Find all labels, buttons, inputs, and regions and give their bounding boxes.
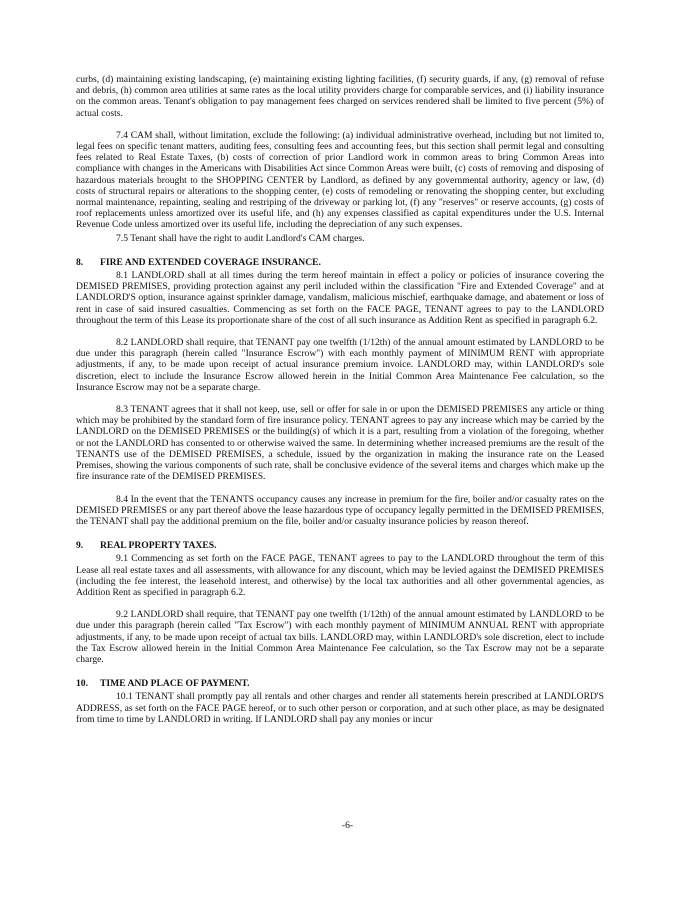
- paragraph-8-4: 8.4 In the event that the TENANTS occupancy causes any increase in premium for the fire, boiler and/or casualty rates on the DEMISED PREMISES or any part thereof above the lease hazardous type of occupancy legally permitted in the DEMISED PREMISES, the TENANT shall pay the additional premium on the file, boiler and/or casualty insurance policies by reason thereof.: [76, 493, 604, 527]
- paragraph-8-3: 8.3 TENANT agrees that it shall not keep, use, sell or offer for sale in or upon the DEMISED PREMISES any article or thing which may be prohibited by the standard form of fire insurance policy. TENANT agrees to pay any increase which may be carried by the LANDLORD on the DEMISED PREMISES or the building(s) of which it is a part, resulting from a violation of the foregoing, whether or not the LANDLORD has consented to or otherwise waived the same. In determining whether increased premiums are the result of the TENANTS use of the DEMISED PREMISES, a schedule, issued by the organization in making the insurance rate on the Leased Premises, showing the various components of such rate, shall be conclusive evidence of the several items and charges which make up the fire insurance rate of the DEMISED PREMISES.: [76, 404, 604, 483]
- section-8-heading: [76, 257, 604, 268]
- paragraph-7-4: 7.4 CAM shall, without limitation, exclude the following: (a) individual administrative overhead, including but not limited to, legal fees on specific tenant matters, auditing fees, consulting fees and accounting fees, but this section shall permit legal and consulting fees related to Real Estate Taxes, (b) costs of correction of prior Landlord work in common areas to bring Common Areas into compliance with changes in the Americans with Disabilities Act since Common Areas were built, (c) costs of removing and disposing of hazardous materials brought to the SHOPPING CENTER by Landlord, as defined by any governmental authority, agency or law, (d) costs of structural repairs or alterations to the shopping center, (e) costs of remodeling or renovating the shopping center, but excluding normal maintenance, repainting, sealing and restriping of the driveway or parking lot, (f) any "reserves" or reserve accounts, (g) costs of roof replacements unless amortized over its useful life, and (h) any expenses classified as capital expenditures under the U.S. Internal Revenue Code unless amortized over its useful life, including the depreciation of any such expenses.: [76, 129, 604, 231]
- paragraph-8-2: 8.2 LANDLORD shall require, that TENANT pay one twelfth (1/12th) of the annual amount estimated by LANDLORD to be due under this paragraph (herein called "Insurance Escrow") with each monthly payment of MINIMUM RENT with appropriate adjustments, if any, to be made upon receipt of actual insurance premium invoice. LANDLORD may, within LANDLORD's sole discretion, elect to include the Insurance Escrow allowed herein in the Initial Common Area Maintenance Fee calculation, so the Insurance Escrow may not be a separate charge.: [76, 337, 604, 393]
- section-9-heading: [76, 540, 604, 551]
- paragraph-7-5: 7.5 Tenant shall have the right to audit Landlord's CAM charges.: [116, 232, 365, 244]
- section-9-number: 9.: [76, 540, 84, 552]
- paragraph-9-2: 9.2 LANDLORD shall require, that TENANT pay one twelfth (1/12th) of the annual amount estimated by LANDLORD to be due under this paragraph (herein called "Tax Escrow") with each monthly payment of MINIMUM ANNUAL RENT with appropriate adjustments, if any, to be made upon receipt of actual tax bills. LANDLORD may, within LANDLORD's sole discretion, elect to include the Tax Escrow allowed herein in the Initial Common Area Maintenance Fee calculation, so the Tax Escrow may not be a separate charge.: [76, 609, 604, 665]
- paragraph-10-1: 10.1 TENANT shall promptly pay all rentals and other charges and render all statements herein prescribed at LANDLORD'S ADDRESS, as set forth on the FACE PAGE hereof, or to such other person or corporation, and at such other place, as may be designated from time to time by LANDLORD in writing. If LANDLORD shall pay any monies or incur: [76, 691, 604, 725]
- section-8-title: FIRE AND EXTENDED COVERAGE INSURANCE.: [100, 256, 321, 268]
- paragraph-8-1: 8.1 LANDLORD shall at all times during the term hereof maintain in effect a policy or policies of insurance covering the DEMISED PREMISES, providing protection against any peril included within the classification "Fire and Extended Coverage" and at LANDLORD'S option, insurance against sprinkler damage, vandalism, malicious mischief, earthquake damage, and abatement or loss of rent in case of said insured casualties. Commencing as set forth on the FACE PAGE, TENANT agrees to pay to the LANDLORD throughout the term of this Lease its proportionate share of the cost of all such insurance as Addition Rent as specified in paragraph 6.2.: [76, 270, 604, 326]
- section-9-title: REAL PROPERTY TAXES.: [100, 540, 217, 552]
- section-8-number: 8.: [76, 256, 84, 268]
- page-number: -6-: [341, 820, 354, 831]
- section-10-title: TIME AND PLACE OF PAYMENT.: [100, 678, 250, 690]
- paragraph-9-1: 9.1 Commencing as set forth on the FACE PAGE, TENANT agrees to pay to the LANDLORD throughout the term of this Lease all real estate taxes and all assessments, with allowance for any discount, which may be levied against the DEMISED PREMISES (including the fee interest, the leasehold interest, and otherwise) by the local tax authorities and all other governmental agencies, as Addition Rent as specified in paragraph 6.2.: [76, 553, 604, 598]
- document-body: [76, 74, 604, 725]
- continuation-paragraph: curbs, (d) maintaining existing landscaping, (e) maintaining existing lighting facilities, (f) security guards, if any, (g) removal of refuse and debris, (h) common area utilities at same rates as the local utility providers charge for comparable services, and (i) liability insurance on the common areas. Tenant's obligation to pay management fees charged on services rendered shall be limited to five percent (5%) of actual costs.: [76, 74, 604, 119]
- section-10-heading: [76, 678, 604, 689]
- section-10-number: 10.: [76, 678, 88, 690]
